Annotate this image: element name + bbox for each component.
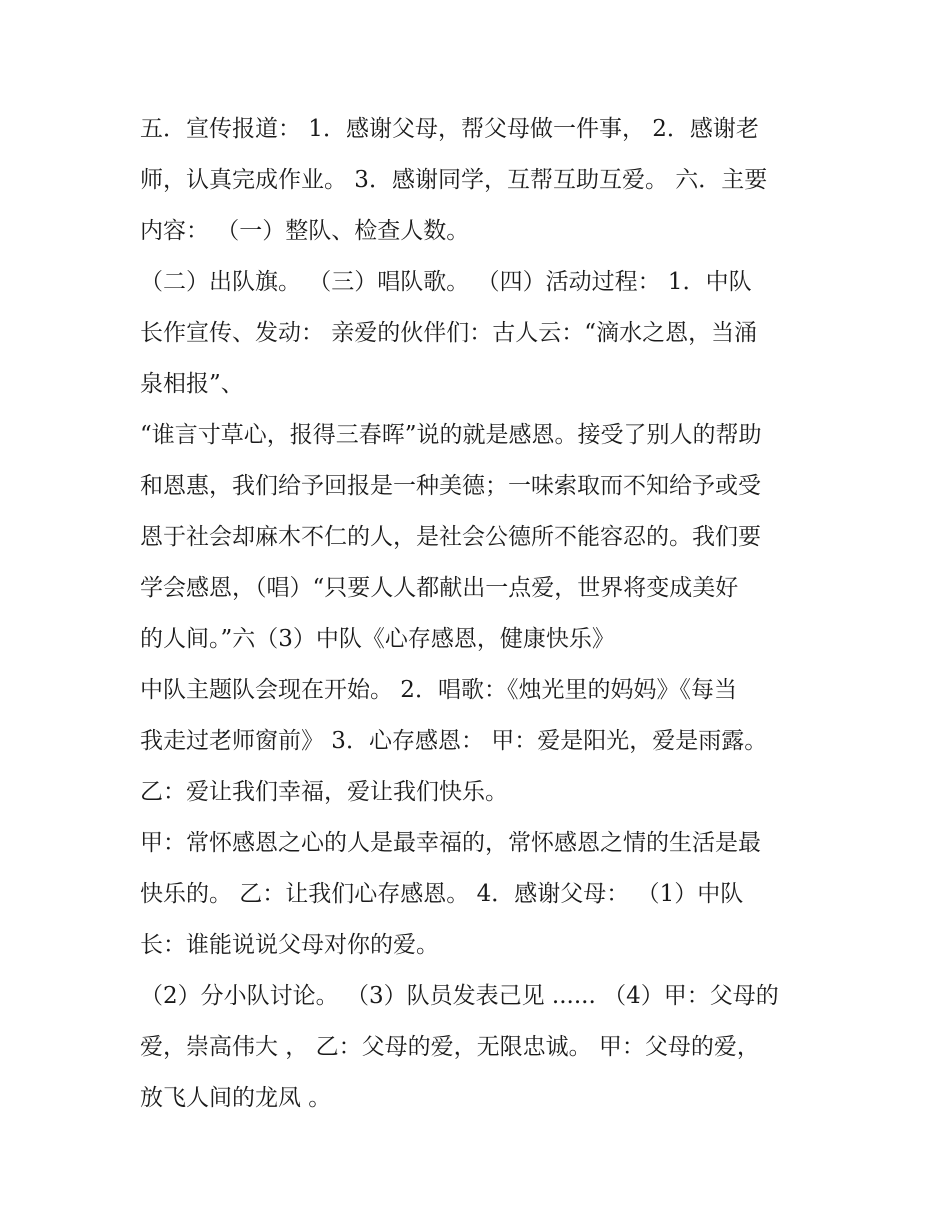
text-line: 乙：爱让我们幸福，爱让我们快乐。: [140, 779, 508, 805]
text-line: 长：谁能说说父母对你的爱。: [140, 932, 439, 958]
text-line: 学会感恩，（唱）“只要人人都献出一点爱，世界将变成美好: [140, 575, 739, 601]
text-line: 我走过老师窗前》 3．心存感恩： 甲：爱是阳光，爱是雨露。: [140, 728, 768, 754]
text-line: 恩于社会却麻木不仁的人，是社会公德所不能容忍的。我们要: [140, 524, 761, 550]
text-line: 快乐的。 乙：让我们心存感恩。 4．感谢父母： （1）中队: [140, 881, 744, 907]
text-line: （2）分小队讨论。 （3）队员发表己见 ...... （4）甲：父母的: [140, 983, 779, 1009]
text-line: 爱，崇高伟大 ， 乙：父母的爱，无限忠诚。 甲：父母的爱，: [140, 1034, 760, 1060]
text-line: 五．宣传报道： 1．感谢父母，帮父母做一件事， 2．感谢老: [140, 116, 759, 142]
text-line: 中队主题队会现在开始。 2．唱歌：《烛光里的妈妈》《每当: [140, 677, 737, 703]
text-line: 师，认真完成作业。 3．感谢同学，互帮互助互爱。 六．主要: [140, 167, 768, 193]
document-body: [140, 104, 820, 1124]
text-line: 放飞人间的龙凤 。: [140, 1085, 332, 1111]
text-line: 泉相报”、: [140, 371, 244, 397]
text-line: 甲：常怀感恩之心的人是最幸福的，常怀感恩之情的生活是最: [140, 830, 761, 856]
text-line: 内容： （一）整队、检查人数。: [140, 218, 470, 244]
text-line: 的人间。”六（3）中队《心存感恩，健康快乐》: [140, 626, 615, 652]
text-line: 长作宣传、发动： 亲爱的伙伴们：古人云：“滴水之恩，当涌: [140, 320, 758, 346]
text-line: “谁言寸草心，报得三春晖”说的就是感恩。接受了别人的帮助: [140, 422, 762, 448]
text-line: 和恩惠，我们给予回报是一种美德；一味索取而不知给予或受: [140, 473, 761, 499]
text-line: （二）出队旗。 （三）唱队歌。 （四）活动过程： 1．中队: [140, 269, 752, 295]
